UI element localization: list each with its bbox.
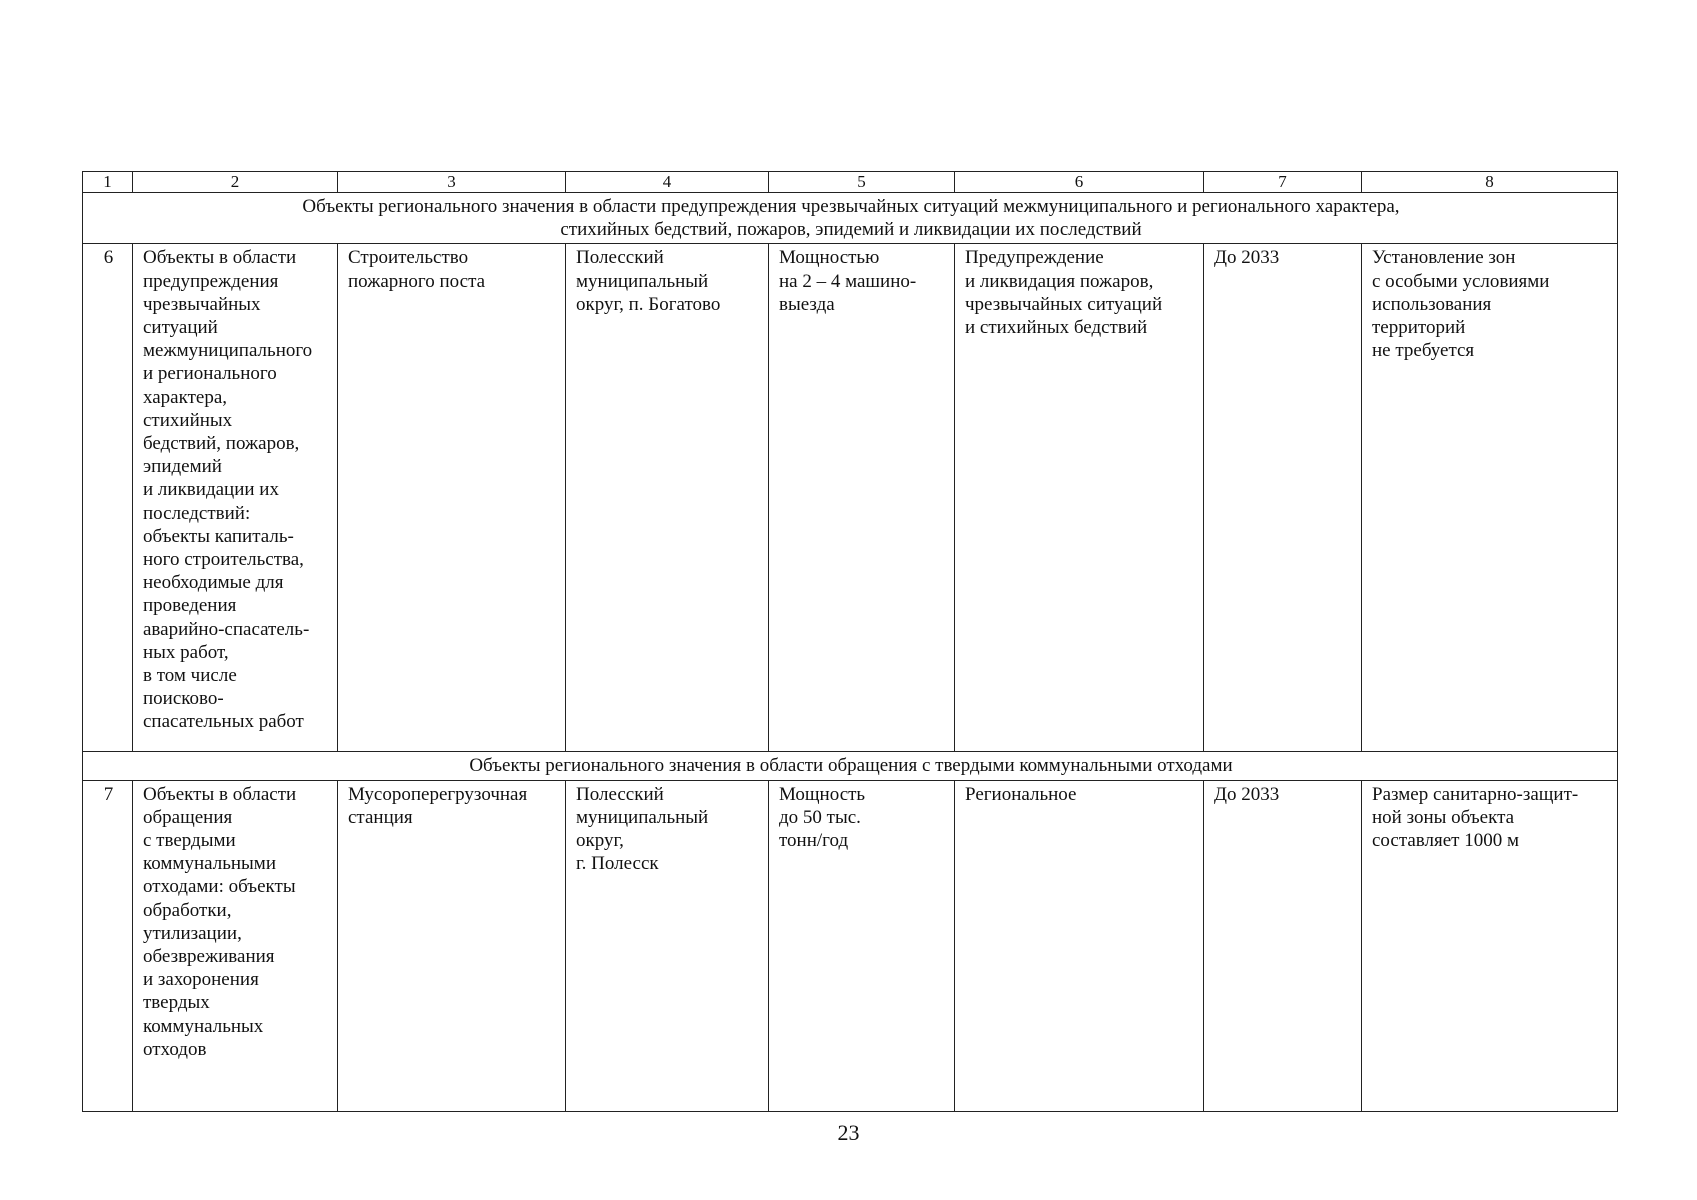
- location-cell: Полесский муниципальный округ, п. Богатово: [566, 244, 769, 752]
- object-name-cell: Мусороперегрузочная станция: [338, 780, 566, 1111]
- page-number: 23: [837, 1120, 860, 1145]
- column-number: 6: [955, 172, 1204, 193]
- column-number: 1: [83, 172, 133, 193]
- location-cell: Полесский муниципальный округ, г. Полесск: [566, 780, 769, 1111]
- object-type-cell: Объекты в области предупреждения чрезвычайных ситуаций межмуниципального и регионального характера, стихийных бедствий, пожаров, эпидемий и ликвидации их последствий: объекты капиталь- ного строительства, необходимые для проведения аварийно-спасатель- ных работ, в том числе поисково- спасательных работ: [133, 244, 338, 752]
- column-number: 3: [338, 172, 566, 193]
- deadline-cell: До 2033: [1204, 244, 1362, 752]
- section-title: Объекты регионального значения в области предупреждения чрезвычайных ситуаций межмуниципального и регионального характера, стихийных бедствий, пожаров, эпидемий и ликвидации их последствий: [83, 193, 1618, 244]
- column-number-row: [83, 172, 1618, 193]
- section-title: Объекты регионального значения в области обращения с твердыми коммунальными отходами: [83, 752, 1618, 780]
- column-number: 4: [566, 172, 769, 193]
- purpose-cell: Предупреждение и ликвидация пожаров, чрезвычайных ситуаций и стихийных бедствий: [955, 244, 1204, 752]
- object-type-cell: Объекты в области обращения с твердыми коммунальными отходами: объекты обработки, утилизации, обезвреживания и захоронения твердых коммунальных отходов: [133, 780, 338, 1111]
- zone-cell: Установление зон с особыми условиями использования территорий не требуется: [1362, 244, 1618, 752]
- zone-cell: Размер санитарно-защит- ной зоны объекта составляет 1000 м: [1362, 780, 1618, 1111]
- deadline-cell: До 2033: [1204, 780, 1362, 1111]
- object-name-cell: Строительство пожарного поста: [338, 244, 566, 752]
- column-number: 2: [133, 172, 338, 193]
- column-number: 8: [1362, 172, 1618, 193]
- table-row: [83, 244, 1618, 752]
- capacity-cell: Мощность до 50 тыс. тонн/год: [769, 780, 955, 1111]
- table-row: [83, 780, 1618, 1111]
- document-table: [82, 171, 1618, 1112]
- section-header-row: [83, 193, 1618, 244]
- row-number: 7: [83, 780, 133, 1111]
- purpose-cell: Региональное: [955, 780, 1204, 1111]
- capacity-cell: Мощностью на 2 – 4 машино- выезда: [769, 244, 955, 752]
- column-number: 5: [769, 172, 955, 193]
- column-number: 7: [1204, 172, 1362, 193]
- row-number: 6: [83, 244, 133, 752]
- section-header-row: [83, 752, 1618, 780]
